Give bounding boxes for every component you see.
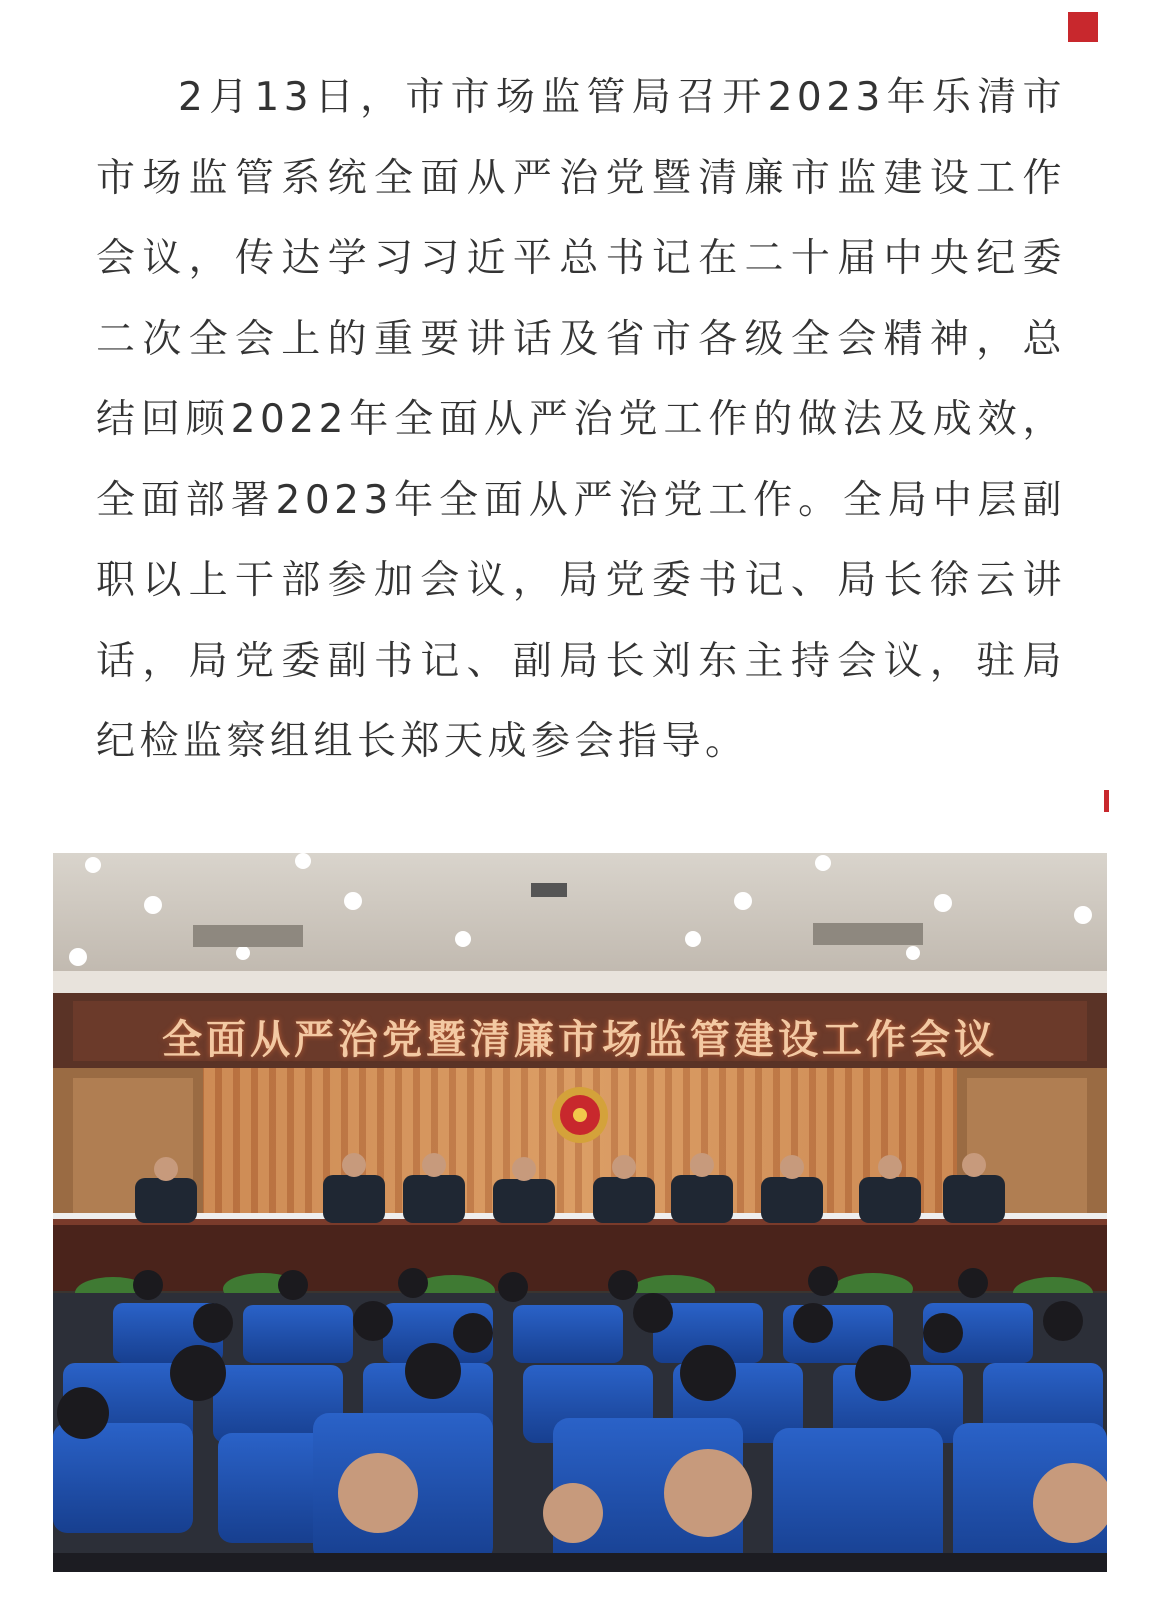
article-line: 职以上干部参加会议，局党委书记、局长徐云讲 — [96, 558, 1066, 603]
article-line: 二次全会上的重要讲话及省市各级全会精神，总 — [96, 316, 1066, 362]
article-line: 市场监管系统全面从严治党暨清廉市监建设工作 — [96, 155, 1066, 201]
article-line: 话，局党委副书记、副局长刘东主持会议，驻局 — [96, 638, 1066, 684]
article-line: 2月13日，市市场监管局召开2023年乐清市 — [178, 75, 1066, 120]
article-line: 结回顾2022年全面从严治党工作的做法及成效， — [96, 397, 1066, 442]
banner-slogan: 全面从严治党暨清廉市场监管建设工作会议 — [162, 1016, 998, 1063]
meeting-photo — [53, 853, 1107, 1572]
article-line: 会议，传达学习习近平总书记在二十届中央纪委 — [96, 236, 1066, 281]
side-decoration — [1104, 790, 1109, 812]
meeting-scene — [53, 853, 1107, 1572]
corner-decoration — [1068, 12, 1098, 42]
article-body — [96, 58, 1066, 783]
article-line: 纪检监察组组长郑天成参会指导。 — [96, 719, 749, 764]
article-line: 全面部署2023年全面从严治党工作。全局中层副 — [96, 477, 1066, 523]
